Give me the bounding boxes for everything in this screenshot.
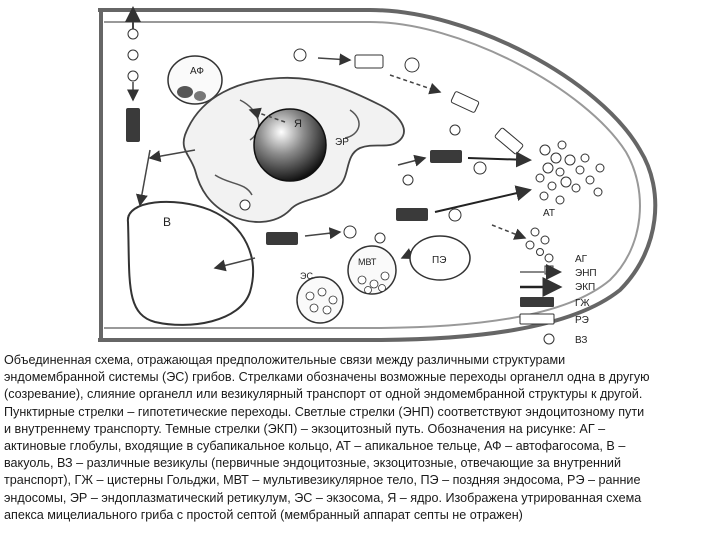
legend-label: ЭКП: [575, 282, 596, 293]
golgi-cisterna: [266, 232, 298, 245]
transport-arrow: [140, 150, 150, 205]
transport-arrow: [435, 190, 530, 212]
figure-caption: [4, 352, 720, 524]
autophagosome-label: АФ: [190, 66, 204, 77]
early-endosome: [494, 127, 523, 154]
caption-line: (созревание), слияние органелл или везикулярный транспорт от одной эндомембранной структуры к другой.: [4, 387, 643, 402]
vesicle: [128, 71, 138, 81]
actin-globules: [526, 228, 549, 256]
autophagosome-content: [177, 86, 193, 98]
legend-label: ГЖ: [575, 298, 590, 309]
golgi-cisterna: [126, 108, 140, 142]
er-label: ЭР: [335, 137, 349, 148]
legend-label: АГ: [575, 254, 588, 265]
caption-line: транспорт), ГЖ – цистерны Гольджи, МВТ – мультивезикулярное тело, ПЭ – поздняя эндосома, РЭ – ранние: [4, 473, 641, 488]
legend-label: ВЗ: [575, 335, 588, 346]
transport-arrow: [492, 225, 525, 238]
legend: [520, 254, 597, 346]
nucleus: [254, 109, 326, 181]
early-endosome: [451, 91, 480, 113]
caption-line: эндомембранной системы (ЭС) грибов. Стрелками обозначены возможные переходы органелл одна в другую: [4, 370, 650, 385]
vesicle: [405, 58, 419, 72]
golgi-cisterna: [430, 150, 462, 163]
golgi-cisterna: [396, 208, 428, 221]
caption-line: вакуоль, ВЗ – различные везикулы (первичные эндоцитозные, экзоцитозные, отвечающие за внутренний: [4, 456, 621, 471]
vesicle: [403, 175, 413, 185]
mvb-label: МВТ: [358, 257, 377, 267]
apical-body: [536, 141, 604, 204]
caption-line: эндосомы, ЭР – эндоплазматический ретикулум, ЭС – экзосома, Я – ядро. Изображена утрированная схема: [4, 490, 642, 505]
vesicle: [240, 200, 250, 210]
legend-label: ЭНП: [575, 268, 597, 279]
caption-line: Пунктирные стрелки – гипотетические переходы. Светлые стрелки (ЭНП) соответствуют эндоцитозному пути: [4, 404, 645, 419]
early-endosome: [355, 55, 383, 68]
transport-arrow: [305, 232, 340, 236]
vesicle: [449, 209, 461, 221]
transport-arrow: [318, 58, 350, 60]
legend-symbol-dark-bar: [520, 297, 554, 307]
exosome-label: ЭС: [300, 271, 313, 281]
apical-body-label: АТ: [543, 208, 555, 219]
transport-arrow: [390, 75, 440, 92]
vesicle: [375, 233, 385, 243]
legend-label: РЭ: [575, 315, 589, 326]
vesicle: [450, 125, 460, 135]
vesicle: [344, 226, 356, 238]
legend-symbol-light-bar: [520, 314, 554, 324]
legend-symbol-small-circle: [544, 334, 554, 344]
vesicle: [128, 50, 138, 60]
late-endosome-label: ПЭ: [432, 255, 447, 266]
vesicle: [474, 162, 486, 174]
caption-line: актиновые глобулы, входящие в субапикальное кольцо, АТ – апикальное тельце, АФ – автофагосома, В –: [4, 438, 626, 453]
transport-arrow: [468, 158, 530, 160]
vacuole-label: В: [163, 215, 172, 229]
vesicle: [294, 49, 306, 61]
caption-line: апекса мицелиального гриба с простой септой (мембранный аппарат септы не отражен): [4, 507, 523, 522]
vesicle: [128, 29, 138, 39]
caption-line: Объединенная схема, отражающая предположительные связи между различными структурами: [4, 353, 566, 367]
transport-arrow: [398, 158, 425, 165]
nucleus-label: Я: [294, 118, 302, 130]
autophagosome-content: [194, 91, 206, 101]
legend-symbol-circle: [545, 254, 553, 262]
caption-line: и внутреннему транспорту. Темные стрелки (ЭКП) – экзоцитозный путь. Обозначения на рисунке: АГ –: [4, 421, 606, 436]
